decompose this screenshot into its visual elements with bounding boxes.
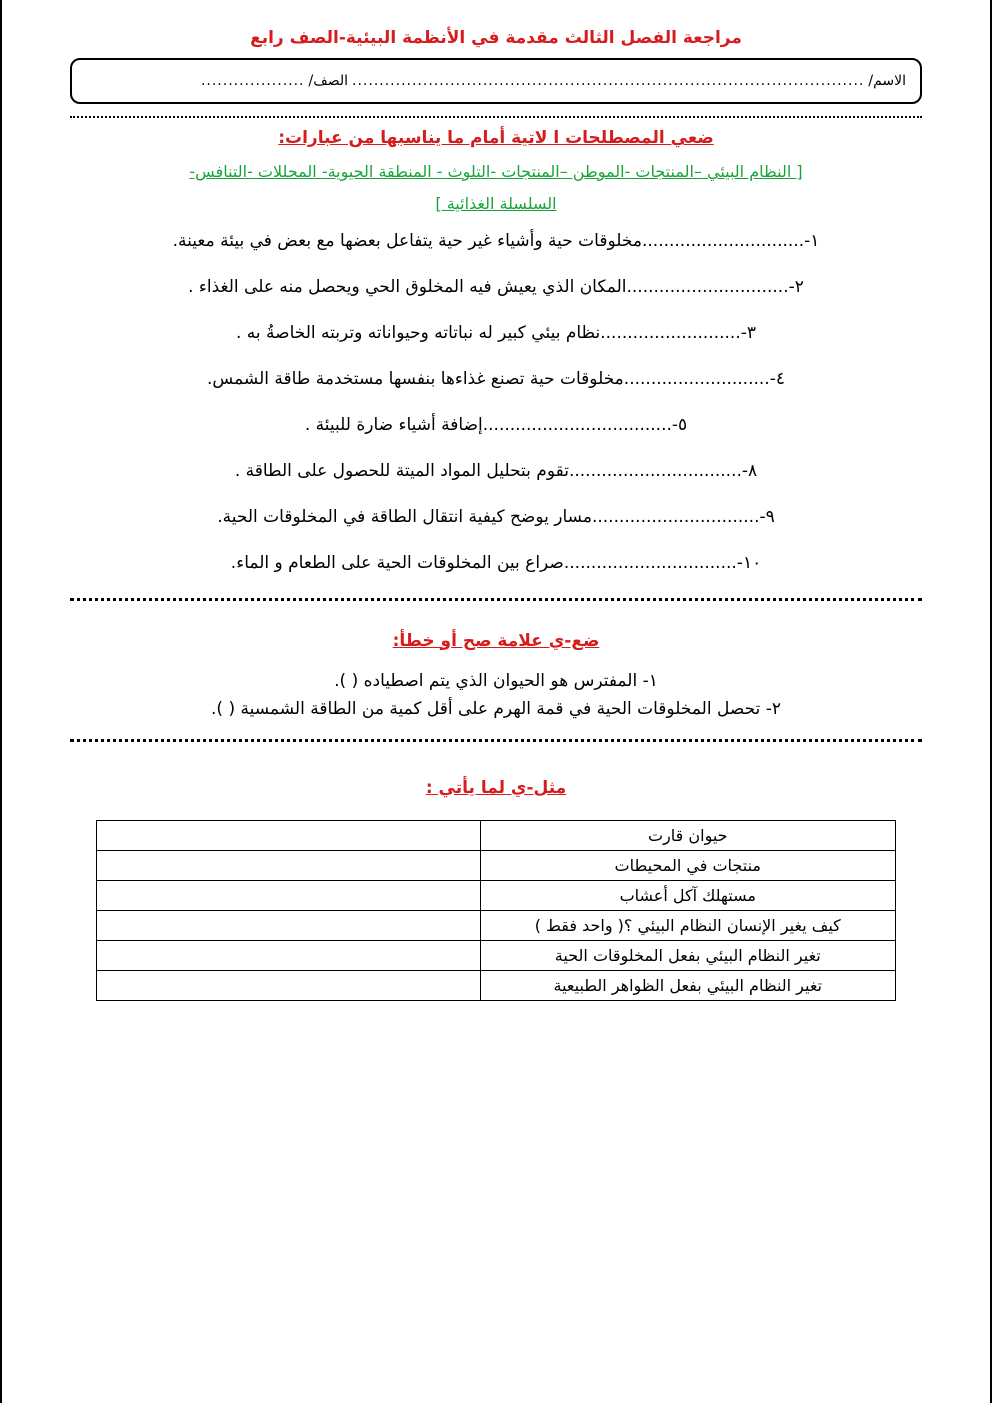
question-item [70,322,922,345]
question-number: ٤- [769,368,785,389]
question-number: ٩- [759,506,775,527]
table-answer-cell[interactable] [97,820,481,850]
divider-section1-section2 [70,598,922,601]
question-blank[interactable]: ................................ [568,460,742,481]
table-label-cell: مستهلك آكل أعشاب [480,880,895,910]
terms-bank-line1: [ النظام البيئي –المنتجات -الموطن –المنتجات -التلوث - المنطقة الحيوية- المحللات -التنافس- [189,162,803,181]
table-answer-cell[interactable] [97,970,481,1000]
table-row [97,820,896,850]
question-text: إضافة أشياء ضارة للبيئة . [304,414,483,435]
table-label-cell: كيف يغير الإنسان النظام البيئي ؟( واحد فقط ) [480,910,895,940]
table-answer-cell[interactable] [97,850,481,880]
question-text: صراع بين المخلوقات الحية على الطعام و الماء. [230,552,564,573]
table-label-cell: تغير النظام البيئي بفعل الظواهر الطبيعية [480,970,895,1000]
page-title: مراجعة الفصل الثالث مقدمة في الأنظمة البيئية-الصف رابع [250,28,742,48]
divider-section2-section3 [70,739,922,742]
table-answer-cell[interactable] [97,940,481,970]
section3-heading: مثل-ي لما يأتي : [425,777,567,798]
question-text: مخلوقات حية تصنع غذاءها بنفسها مستخدمة طاقة الشمس. [207,368,624,389]
terms-bank [70,156,922,220]
table-label-cell: حيوان قارت [480,820,895,850]
question-blank[interactable]: ................................... [482,414,672,435]
class-input-line[interactable]: ................... [200,73,305,89]
question-text: مخلوقات حية وأشياء غير حية يتفاعل بعضها مع بعض في بيئة معينة. [172,231,642,251]
question-blank[interactable]: ................................ [563,552,737,573]
table-row [97,880,896,910]
question-text: مسار يوضح كيفية انتقال الطاقة في المخلوقات الحية. [217,506,592,527]
table-row [97,910,896,940]
question-blank[interactable]: ............................... [591,506,760,527]
tf-answer-box[interactable]: ( ). [334,670,359,691]
student-info-box [70,58,922,104]
table-row [97,970,896,1000]
question-item [70,230,922,253]
question-number: ١٠- [736,552,762,573]
question-text: المكان الذي يعيش فيه المخلوق الحي ويحصل منه على الغذاء . [188,276,627,297]
question-number: ١- [804,231,820,251]
question-item [70,276,922,299]
question-item [70,368,922,391]
class-label: الصف/ [308,73,349,89]
question-blank[interactable]: .............................. [626,276,789,297]
tf-text: المفترس هو الحيوان الذي يتم اصطياده [363,670,638,691]
question-blank[interactable]: .......................... [600,322,741,343]
section2-heading: ضع-ي علامة صح أو خطأ: [392,630,600,651]
table-row [97,940,896,970]
terms-bank-line2: السلسلة الغذائية ] [435,194,557,213]
section2-list [70,671,922,719]
section1-question-list [70,230,922,575]
question-text: تقوم بتحليل المواد الميتة للحصول على الطاقة . [234,460,569,481]
table-answer-cell[interactable] [97,880,481,910]
tf-number: ١- [642,670,658,691]
question-item [70,460,922,483]
table-row [97,850,896,880]
examples-table [96,820,896,1001]
question-item [70,414,922,437]
table-label-cell: منتجات في المحيطات [480,850,895,880]
question-item [70,552,922,575]
tf-answer-box[interactable]: ( ). [211,698,236,719]
tf-text: تحصل المخلوقات الحية في قمة الهرم على أقل كمية من الطاقة الشمسية [240,698,761,719]
table-label-cell: تغير النظام البيئي بفعل المخلوقات الحية [480,940,895,970]
question-item [70,506,922,529]
table-answer-cell[interactable] [97,910,481,940]
question-number: ٥- [671,414,688,435]
question-number: ٨- [741,460,758,481]
section1-heading: ضعي المصطلحات ا لاتية أمام ما يناسبها من عبارات: [278,128,714,148]
question-blank[interactable]: .............................. [641,231,805,251]
tf-number: ٢- [765,698,781,719]
name-input-line[interactable]: .............................................................................................. [352,73,865,89]
true-false-item [70,699,922,719]
question-blank[interactable]: ........................... [623,368,770,389]
true-false-item [70,671,922,691]
question-text: نظام بيئي كبير له نباتاته وحيواناته وتربته الخاصةُ به . [235,322,601,343]
name-label: الاسم/ [868,73,906,89]
divider-top [70,116,922,118]
question-number: ٣- [740,322,757,343]
question-number: ٢- [788,276,804,297]
